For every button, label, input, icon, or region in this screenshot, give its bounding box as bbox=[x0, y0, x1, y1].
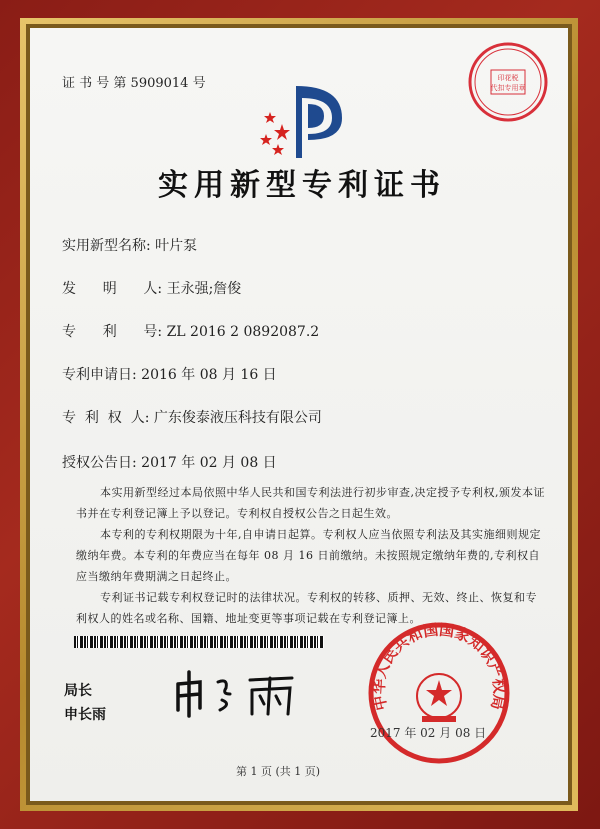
field-application-date bbox=[62, 364, 277, 384]
svg-text:印花税: 印花税 bbox=[497, 74, 519, 82]
field-value: 2017 年 02 月 08 日 bbox=[141, 455, 277, 471]
paragraph-legal-status: 专利证书记载专利权登记时的法律状况。专利权的转移、质押、无效、终止、恢复和专利权人的姓名或名称、国籍、地址变更等事项记载在专利登记簿上。 bbox=[76, 591, 537, 625]
field-grant-announcement-date bbox=[62, 452, 277, 472]
handwritten-signature bbox=[172, 664, 302, 720]
field-label: 专利申请日: bbox=[62, 367, 137, 383]
svg-text:代扣专用章: 代扣专用章 bbox=[490, 84, 526, 92]
certificate-title: 实用新型专利证书 bbox=[158, 168, 446, 203]
field-label: 专 利 权 人: bbox=[62, 410, 150, 426]
certificate-paper bbox=[30, 28, 568, 801]
barcode bbox=[74, 636, 324, 648]
field-value: 广东俊泰液压科技有限公司 bbox=[153, 410, 322, 426]
seal-date: 2017 年 02 月 08 日 bbox=[370, 726, 487, 740]
agency-stamp bbox=[466, 40, 550, 124]
certificate-number-value: 5909014 号 bbox=[130, 76, 206, 91]
field-inventor bbox=[62, 278, 241, 298]
official-seal bbox=[364, 618, 514, 768]
certificate-number bbox=[62, 72, 206, 91]
field-patentee bbox=[62, 407, 322, 427]
certificate-number-label: 证 书 号 第 bbox=[62, 76, 127, 91]
cnipa-logo-icon bbox=[252, 82, 362, 160]
signatory-title: 局长 bbox=[64, 683, 92, 699]
page-footer: 第 1 页 (共 1 页) bbox=[236, 765, 321, 778]
signatory-name: 申长雨 bbox=[64, 707, 106, 723]
svg-text:中华人民共和国国家知识产权局: 中华人民共和国国家知识产权局 bbox=[369, 620, 509, 713]
field-label: 专 利 号: bbox=[62, 324, 163, 340]
field-label: 发 明 人: bbox=[62, 281, 163, 297]
field-label: 授权公告日: bbox=[62, 455, 137, 471]
paragraph-grant: 本实用新型经过本局依照中华人民共和国专利法进行初步审查,决定授予专利权,颁发本证书并在专利登记簿上予以登记。专利权自授权公告之日起生效。 bbox=[76, 486, 545, 520]
field-patent-number bbox=[62, 321, 319, 341]
field-utility-model-name bbox=[62, 235, 197, 255]
field-value: 2016 年 08 月 16 日 bbox=[141, 367, 277, 383]
paragraph-term: 本专利的专利权期限为十年,自申请日起算。专利权人应当依照专利法及其实施细则规定缴纳年费。本专利的年费应当在每年 08 月 16 日前缴纳。未按照规定缴纳年费的,专利权自应当缴纳年费期满之日起终止。 bbox=[76, 528, 541, 583]
field-value: ZL 2016 2 0892087.2 bbox=[166, 324, 320, 340]
field-value: 叶片泵 bbox=[155, 238, 198, 254]
field-value: 王永强;詹俊 bbox=[166, 281, 242, 297]
field-label: 实用新型名称: bbox=[62, 238, 151, 254]
